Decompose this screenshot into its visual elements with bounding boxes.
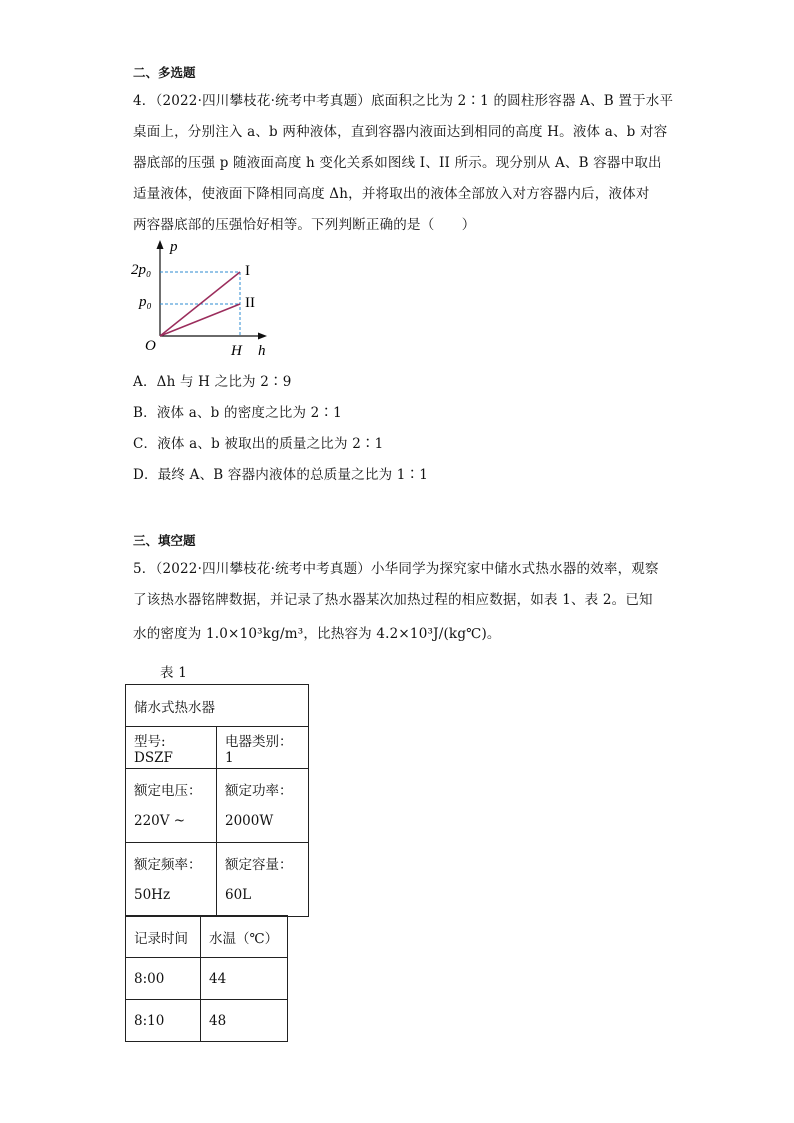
table-row (126, 769, 309, 843)
table-row (126, 685, 309, 727)
model-cell: 型号: DSZF (126, 727, 217, 769)
table-row (126, 958, 288, 1000)
q4-option-d: D．最终 A、B 容器内液体的总质量之比为 1∶1 (133, 467, 429, 483)
water-heater-spec-table (125, 684, 309, 917)
q4-option-a: A．Δh 与 H 之比为 2∶9 (133, 374, 292, 390)
voltage-value: 220V ~ (134, 812, 186, 829)
graph-line-II (160, 304, 240, 336)
q4-option-b: B．液体 a、b 的密度之比为 2∶1 (133, 405, 342, 421)
x-axis-arrow (258, 333, 267, 340)
section-title-multiple-choice: 二、多选题 (133, 65, 196, 80)
table1-caption: 表 1 (160, 665, 187, 681)
q4-line-4: 适量液体，使液面下降相同高度 Δh，并将取出的液体全部放入对方容器内后，液体对 (133, 186, 650, 202)
temp-cell: 48 (201, 1000, 288, 1042)
temp-column-header: 水温（℃） (201, 916, 288, 958)
time-cell: 8:10 (126, 1000, 201, 1042)
q5-line-1: 5．（2022·四川攀枝花·统考中考真题）小华同学为探究家中储水式热水器的效率，观察 (133, 561, 659, 577)
category-cell: 电器类别：1 (217, 727, 309, 769)
pressure-height-graph (120, 238, 290, 363)
capacity-value: 60L (225, 886, 252, 903)
table-row (126, 1000, 288, 1042)
origin-label: O (145, 338, 156, 354)
frequency-value: 50Hz (134, 886, 171, 903)
x-axis-label: h (258, 343, 266, 359)
q4-line-5: 两容器底部的压强恰好相等。下列判断正确的是（ ） (133, 217, 476, 233)
power-value: 2000W (225, 812, 274, 829)
q5-line-3: 水的密度为 1.0×10³kg/m³，比热容为 4.2×10³J/(kg℃)。 (133, 626, 501, 642)
temp-cell: 44 (201, 958, 288, 1000)
q5-line-2: 了该热水器铭牌数据，并记录了热水器某次加热过程的相应数据，如表 1、表 2。已知 (133, 592, 653, 608)
q4-line-3: 器底部的压强 p 随液面高度 h 变化关系如图线 I、II 所示。现分别从 A、B 容器中取出 (133, 155, 662, 171)
line-II-label: II (245, 295, 255, 311)
temperature-record-table (125, 915, 288, 1042)
y-axis-arrow (157, 240, 164, 249)
voltage-cell (126, 769, 217, 843)
frequency-label: 额定频率： (134, 856, 202, 873)
q4-option-c: C．液体 a、b 被取出的质量之比为 2∶1 (133, 436, 384, 452)
time-column-header: 记录时间 (126, 916, 201, 958)
capacity-cell (217, 843, 309, 917)
y-tick-p0: p₀ (139, 294, 152, 310)
table-row (126, 916, 288, 958)
q4-line-1: 4．（2022·四川攀枝花·统考中考真题）底面积之比为 2∶1 的圆柱形容器 A、B 置于水平 (133, 93, 674, 109)
power-label: 额定功率： (225, 782, 293, 799)
x-tick-H: H (231, 343, 242, 359)
frequency-cell (126, 843, 217, 917)
y-axis-label: p (170, 239, 178, 255)
time-cell: 8:00 (126, 958, 201, 1000)
capacity-label: 额定容量： (225, 856, 293, 873)
section-title-fill-in: 三、填空题 (133, 533, 196, 548)
voltage-label: 额定电压： (134, 782, 202, 799)
y-tick-2p0: 2p₀ (131, 262, 152, 278)
power-cell (217, 769, 309, 843)
table-row (126, 727, 309, 769)
table-row (126, 843, 309, 917)
table1-header: 储水式热水器 (126, 685, 309, 727)
q4-line-2: 桌面上，分别注入 a、b 两种液体，直到容器内液面达到相同的高度 H。液体 a、b 对容 (133, 124, 668, 140)
line-I-label: I (245, 263, 250, 279)
